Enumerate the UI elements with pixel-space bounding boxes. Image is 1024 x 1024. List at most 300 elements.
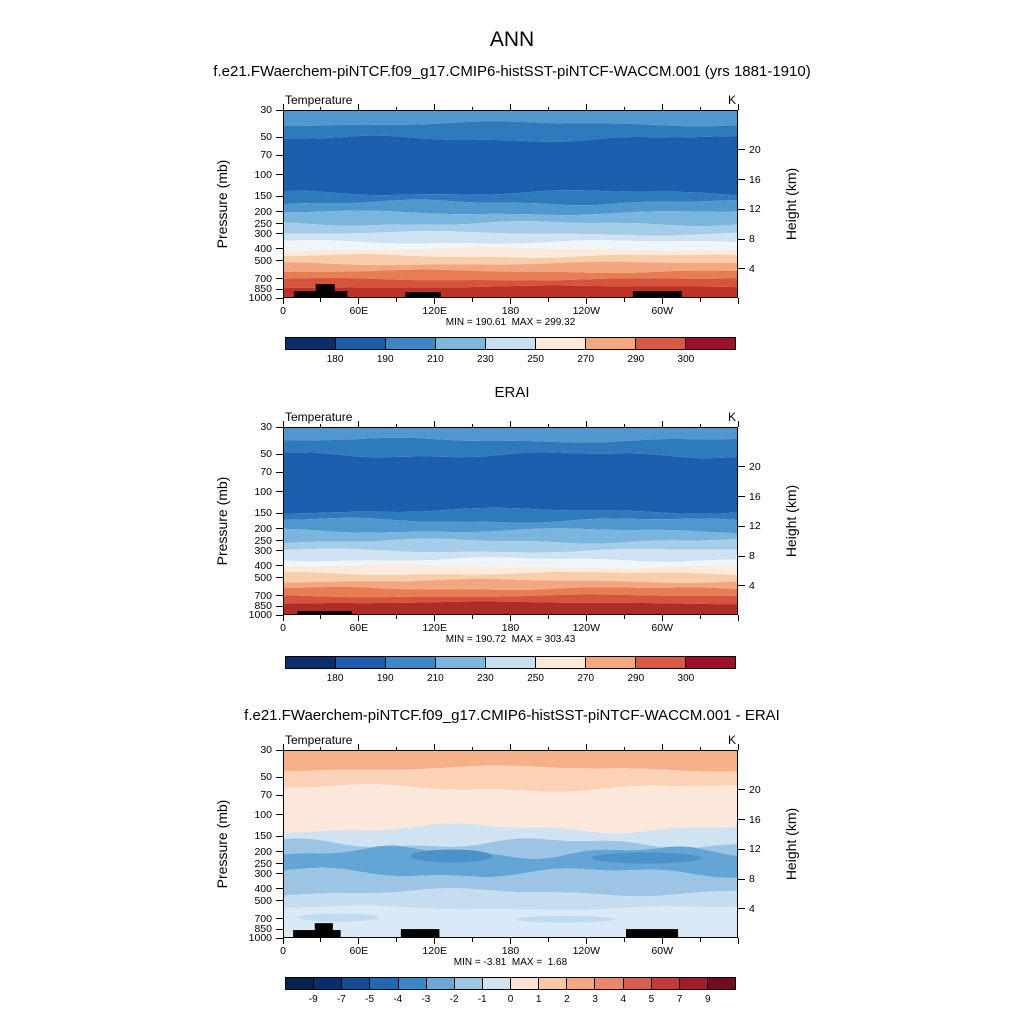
colorbar-segment: [623, 978, 651, 989]
longitude-tick: [738, 298, 739, 304]
colorbar-segment: [369, 978, 397, 989]
pressure-tick: [276, 863, 283, 864]
longitude-tick: [662, 421, 663, 427]
colorbar-segment: [454, 978, 482, 989]
pressure-tick-label: 30: [260, 744, 272, 756]
longitude-tick-label: 60E: [349, 622, 369, 634]
colorbar-erai: [285, 656, 736, 669]
pressure-tick: [276, 513, 283, 514]
longitude-tick: [396, 938, 397, 942]
pressure-tick-label: 400: [254, 882, 272, 895]
longitude-tick: [434, 298, 435, 304]
colorbar-segment: [485, 338, 535, 349]
pressure-tick: [276, 777, 283, 778]
contour-spot: [515, 916, 615, 923]
figure-title: ANN: [489, 28, 535, 51]
longitude-tick: [510, 298, 511, 304]
field-label: Temperature: [285, 733, 353, 747]
pressure-tick: [276, 577, 283, 578]
minmax-label: MIN = 190.61 MAX = 299.32: [445, 317, 576, 328]
height-axis-title: Height (km): [783, 167, 799, 241]
pressure-tick-label: 300: [254, 867, 272, 880]
pressure-tick-label: 50: [260, 771, 272, 784]
pressure-tick-label: 250: [254, 217, 272, 230]
pressure-tick-label: 150: [254, 507, 272, 520]
colorbar-segment: [426, 978, 454, 989]
contour-plot-difference: [283, 750, 738, 938]
colorbar-segment: [535, 657, 585, 668]
pressure-tick-label: 150: [254, 830, 272, 843]
panel-title-erai: ERAI: [494, 384, 530, 401]
pressure-tick: [276, 540, 283, 541]
longitude-tick: [358, 938, 359, 944]
colorbar-segment: [585, 338, 635, 349]
colorbar-segment: [707, 978, 735, 989]
longitude-tick: [700, 615, 701, 619]
colorbar-tick-label: 5: [648, 994, 655, 1005]
minmax-label: MIN = 190.72 MAX = 303.43: [445, 634, 576, 645]
longitude-tick: [320, 615, 321, 619]
longitude-tick: [662, 744, 663, 750]
longitude-tick: [510, 421, 511, 427]
pressure-tick: [276, 278, 283, 279]
longitude-tick-label: 60W: [651, 305, 673, 317]
height-tick: [738, 849, 745, 850]
longitude-tick-label: 120E: [422, 305, 447, 317]
longitude-tick-label: 120W: [572, 622, 601, 634]
longitude-tick: [472, 424, 473, 428]
longitude-tick: [434, 104, 435, 110]
colorbar-segment: [594, 978, 622, 989]
pressure-tick-label: 700: [254, 272, 272, 285]
colorbar-segment: [435, 338, 485, 349]
contour-spot: [298, 913, 379, 921]
longitude-tick: [624, 424, 625, 428]
longitude-tick: [358, 298, 359, 304]
colorbar-tick-label: 190: [376, 354, 394, 365]
longitude-tick-label: 0: [280, 305, 286, 317]
longitude-tick: [586, 615, 587, 621]
longitude-tick: [548, 424, 549, 428]
topography-mask: [315, 923, 333, 937]
pressure-tick: [276, 260, 283, 261]
pressure-tick-label: 100: [254, 485, 272, 498]
colorbar-segment: [341, 978, 369, 989]
height-tick-label: 20: [749, 143, 761, 156]
colorbar-segment: [535, 338, 585, 349]
colorbar-segment: [635, 657, 685, 668]
height-tick: [738, 149, 745, 150]
longitude-tick: [320, 938, 321, 942]
longitude-tick: [624, 615, 625, 619]
longitude-tick: [548, 615, 549, 619]
pressure-tick-label: 200: [254, 205, 272, 218]
longitude-tick: [700, 298, 701, 302]
pressure-tick-label: 1000: [248, 932, 272, 944]
longitude-tick-label: 60E: [349, 945, 369, 957]
pressure-tick: [276, 491, 283, 492]
longitude-tick: [624, 298, 625, 302]
pressure-tick: [276, 851, 283, 852]
colorbar-segment: [566, 978, 594, 989]
pressure-tick: [276, 233, 283, 234]
pressure-tick-label: 850: [254, 283, 272, 296]
pressure-tick: [276, 814, 283, 815]
longitude-tick-label: 120W: [572, 945, 601, 957]
longitude-tick: [396, 747, 397, 751]
pressure-tick-label: 700: [254, 589, 272, 602]
colorbar-tick-label: 1: [535, 994, 542, 1005]
topography-mask: [401, 929, 440, 937]
longitude-tick: [396, 424, 397, 428]
height-tick-label: 8: [749, 233, 755, 246]
longitude-tick: [434, 938, 435, 944]
longitude-tick: [472, 938, 473, 942]
pressure-tick-label: 70: [260, 789, 272, 802]
colorbar-segment: [635, 338, 685, 349]
colorbar-segment: [482, 978, 510, 989]
colorbar-tick-label: 7: [676, 994, 683, 1005]
contour-field: [284, 428, 737, 614]
contour-band: [284, 452, 737, 514]
colorbar-segment: [685, 657, 735, 668]
pressure-tick: [276, 223, 283, 224]
pressure-tick-label: 150: [254, 190, 272, 203]
longitude-tick: [510, 104, 511, 110]
colorbar-tick-label: 250: [527, 354, 544, 365]
colorbar-segment: [679, 978, 707, 989]
colorbar-segment: [435, 657, 485, 668]
height-tick-label: 8: [749, 550, 755, 563]
pressure-tick-label: 1000: [248, 609, 272, 621]
height-tick-label: 16: [749, 813, 761, 826]
colorbar-tick-label: 3: [592, 994, 598, 1005]
colorbar-segment: [385, 657, 435, 668]
pressure-tick-label: 50: [260, 131, 272, 144]
longitude-tick: [396, 298, 397, 302]
pressure-tick: [276, 550, 283, 551]
pressure-tick: [276, 528, 283, 529]
longitude-tick: [738, 938, 739, 944]
contour-field: [284, 111, 737, 297]
pressure-tick-label: 100: [254, 808, 272, 821]
height-tick: [738, 268, 745, 269]
minmax-label: MIN = -3.81 MAX = 1.68: [453, 957, 568, 968]
pressure-tick-label: 500: [254, 894, 272, 907]
longitude-tick: [472, 747, 473, 751]
pressure-tick: [276, 606, 283, 607]
pressure-tick-label: 500: [254, 571, 272, 584]
longitude-tick: [624, 938, 625, 942]
height-tick: [738, 526, 745, 527]
longitude-tick-label: 0: [280, 622, 286, 634]
height-axis-title: Height (km): [783, 484, 799, 558]
longitude-tick: [662, 615, 663, 621]
topography-mask: [405, 292, 440, 297]
longitude-tick: [510, 744, 511, 750]
longitude-tick: [700, 747, 701, 751]
colorbar-tick-label: 230: [477, 673, 494, 684]
longitude-tick: [548, 107, 549, 111]
longitude-tick: [624, 107, 625, 111]
colorbar-tick-label: -7: [336, 994, 346, 1005]
field-label: Temperature: [285, 93, 353, 107]
pressure-tick: [276, 155, 283, 156]
pressure-tick-label: 100: [254, 168, 272, 181]
colorbar-segment: [398, 978, 426, 989]
longitude-tick: [320, 424, 321, 428]
longitude-tick: [624, 747, 625, 751]
pressure-tick: [276, 196, 283, 197]
longitude-tick: [738, 421, 739, 427]
pressure-tick: [276, 137, 283, 138]
longitude-tick-label: 180: [501, 945, 520, 957]
colorbar-tick-label: 180: [326, 673, 344, 684]
longitude-tick-label: 0: [280, 945, 286, 957]
height-tick-label: 4: [749, 262, 755, 275]
colorbar-tick-label: -2: [449, 994, 459, 1005]
pressure-tick: [276, 565, 283, 566]
height-tick-label: 20: [749, 783, 761, 796]
pressure-tick: [276, 900, 283, 901]
longitude-tick: [358, 744, 359, 750]
pressure-tick-label: 850: [254, 923, 272, 936]
contour-spot: [592, 852, 701, 863]
longitude-tick: [586, 421, 587, 427]
longitude-tick: [738, 615, 739, 621]
longitude-tick: [586, 104, 587, 110]
pressure-axis-title: Pressure (mb): [214, 476, 230, 566]
colorbar-tick-label: 290: [627, 673, 645, 684]
contour-plot-erai: [283, 427, 738, 615]
longitude-tick-label: 180: [501, 305, 520, 317]
pressure-tick: [276, 248, 283, 249]
longitude-tick: [510, 615, 511, 621]
pressure-tick-label: 400: [254, 559, 272, 572]
colorbar-tick-label: 270: [577, 354, 595, 365]
longitude-tick: [586, 938, 587, 944]
colorbar-segment: [538, 978, 566, 989]
colorbar-tick-label: -1: [477, 994, 487, 1005]
longitude-tick: [586, 298, 587, 304]
colorbar-tick-label: -4: [393, 994, 403, 1005]
contour-plot-model: [283, 110, 738, 298]
colorbar-segment: [335, 657, 385, 668]
longitude-tick: [662, 938, 663, 944]
longitude-tick: [472, 107, 473, 111]
longitude-tick: [586, 744, 587, 750]
longitude-tick: [396, 107, 397, 111]
colorbar-tick-label: 250: [527, 673, 544, 684]
longitude-tick: [700, 938, 701, 942]
longitude-tick-label: 120E: [422, 945, 447, 957]
longitude-tick: [396, 615, 397, 619]
colorbar-tick-label: -5: [365, 994, 375, 1005]
topography-mask: [626, 929, 678, 937]
longitude-tick: [358, 615, 359, 621]
longitude-tick-label: 120W: [572, 305, 601, 317]
colorbar-segment: [385, 338, 435, 349]
longitude-tick: [283, 298, 284, 304]
height-tick-label: 12: [749, 203, 761, 216]
longitude-tick: [700, 424, 701, 428]
contour-band: [284, 136, 737, 196]
colorbar-tick-label: 300: [677, 673, 695, 684]
longitude-tick: [320, 107, 321, 111]
height-tick: [738, 819, 745, 820]
contour-spot: [411, 850, 492, 863]
colorbar-model: [285, 337, 736, 350]
pressure-tick-label: 30: [260, 104, 272, 116]
pressure-tick-label: 200: [254, 522, 272, 535]
height-tick-label: 12: [749, 520, 761, 533]
height-tick: [738, 179, 745, 180]
longitude-tick: [510, 938, 511, 944]
height-tick: [738, 789, 745, 790]
topography-mask: [298, 611, 352, 614]
pressure-tick-label: 300: [254, 544, 272, 557]
colorbar-tick-label: -9: [308, 994, 318, 1005]
units-label: K: [727, 93, 736, 107]
units-label: K: [727, 733, 736, 747]
pressure-tick-label: 400: [254, 242, 272, 255]
colorbar-segment: [585, 657, 635, 668]
colorbar-segment: [685, 338, 735, 349]
height-tick-label: 16: [749, 490, 761, 503]
pressure-tick: [276, 795, 283, 796]
pressure-tick-label: 250: [254, 857, 272, 870]
colorbar-tick-label: 9: [705, 994, 711, 1005]
longitude-tick: [548, 298, 549, 302]
pressure-tick-label: 1000: [248, 292, 272, 304]
height-tick: [738, 585, 745, 586]
height-tick-label: 4: [749, 902, 755, 915]
longitude-tick: [738, 744, 739, 750]
colorbar-tick-label: 290: [627, 354, 645, 365]
pressure-tick-label: 70: [260, 466, 272, 479]
longitude-tick: [548, 938, 549, 942]
longitude-tick: [434, 615, 435, 621]
longitude-tick: [283, 421, 284, 427]
colorbar-segment: [286, 338, 335, 349]
longitude-tick: [472, 615, 473, 619]
pressure-tick-label: 250: [254, 534, 272, 547]
pressure-axis-title: Pressure (mb): [214, 159, 230, 249]
height-tick: [738, 239, 745, 240]
colorbar-tick-label: 210: [426, 673, 444, 684]
longitude-tick-label: 120E: [422, 622, 447, 634]
pressure-tick-label: 200: [254, 845, 272, 858]
colorbar-tick-label: 4: [620, 994, 627, 1005]
pressure-tick: [276, 836, 283, 837]
longitude-tick-label: 60W: [651, 945, 673, 957]
pressure-tick-label: 300: [254, 227, 272, 240]
colorbar-segment: [335, 338, 385, 349]
height-tick-label: 12: [749, 843, 761, 856]
height-axis-title: Height (km): [783, 807, 799, 881]
pressure-tick: [276, 472, 283, 473]
longitude-tick: [283, 104, 284, 110]
pressure-axis-title: Pressure (mb): [214, 799, 230, 889]
longitude-tick: [283, 938, 284, 944]
height-tick: [738, 879, 745, 880]
height-tick: [738, 556, 745, 557]
longitude-tick: [358, 104, 359, 110]
panel-title-difference: f.e21.FWaerchem-piNTCF.f09_g17.CMIP6-histSST-piNTCF-WACCM.001 - ERAI: [244, 707, 780, 724]
pressure-tick-label: 700: [254, 912, 272, 925]
pressure-tick-label: 850: [254, 600, 272, 613]
longitude-tick: [738, 104, 739, 110]
longitude-tick: [358, 421, 359, 427]
pressure-tick: [276, 174, 283, 175]
colorbar-difference: [285, 977, 736, 990]
pressure-tick-label: 30: [260, 421, 272, 433]
pressure-tick-label: 50: [260, 448, 272, 461]
contour-band: [284, 784, 737, 833]
pressure-tick: [276, 873, 283, 874]
pressure-tick: [276, 929, 283, 930]
longitude-tick: [320, 298, 321, 302]
pressure-tick: [276, 211, 283, 212]
colorbar-tick-label: 190: [376, 673, 394, 684]
colorbar-segment: [510, 978, 538, 989]
contour-field: [284, 751, 737, 937]
height-tick-label: 4: [749, 579, 755, 592]
colorbar-segment: [485, 657, 535, 668]
pressure-tick-label: 500: [254, 254, 272, 267]
field-label: Temperature: [285, 410, 353, 424]
height-tick-label: 8: [749, 873, 755, 886]
pressure-tick: [276, 918, 283, 919]
height-tick: [738, 496, 745, 497]
height-tick-label: 20: [749, 460, 761, 473]
colorbar-tick-label: -3: [421, 994, 431, 1005]
longitude-tick-label: 60W: [651, 622, 673, 634]
longitude-tick: [434, 421, 435, 427]
pressure-tick: [276, 595, 283, 596]
longitude-tick: [548, 747, 549, 751]
colorbar-tick-label: 2: [564, 994, 570, 1005]
longitude-tick-label: 60E: [349, 305, 369, 317]
longitude-tick: [283, 744, 284, 750]
longitude-tick: [700, 107, 701, 111]
height-tick: [738, 908, 745, 909]
height-tick-label: 16: [749, 173, 761, 186]
height-tick: [738, 209, 745, 210]
longitude-tick: [472, 298, 473, 302]
longitude-tick: [662, 104, 663, 110]
height-tick: [738, 466, 745, 467]
colorbar-tick-label: 0: [507, 994, 514, 1005]
colorbar-segment: [651, 978, 679, 989]
colorbar-tick-label: 230: [477, 354, 494, 365]
colorbar-segment: [286, 657, 335, 668]
pressure-tick: [276, 289, 283, 290]
longitude-tick-label: 180: [501, 622, 520, 634]
topography-mask: [316, 284, 335, 297]
longitude-tick: [434, 744, 435, 750]
pressure-tick-label: 70: [260, 149, 272, 162]
panel-title-model: f.e21.FWaerchem-piNTCF.f09_g17.CMIP6-histSST-piNTCF-WACCM.001 (yrs 1881-1910): [213, 63, 811, 80]
colorbar-segment: [313, 978, 341, 989]
pressure-tick: [276, 888, 283, 889]
colorbar-tick-label: 270: [577, 673, 595, 684]
colorbar-segment: [286, 978, 313, 989]
pressure-tick: [276, 454, 283, 455]
colorbar-tick-label: 210: [426, 354, 444, 365]
topography-mask: [633, 291, 682, 297]
longitude-tick: [662, 298, 663, 304]
